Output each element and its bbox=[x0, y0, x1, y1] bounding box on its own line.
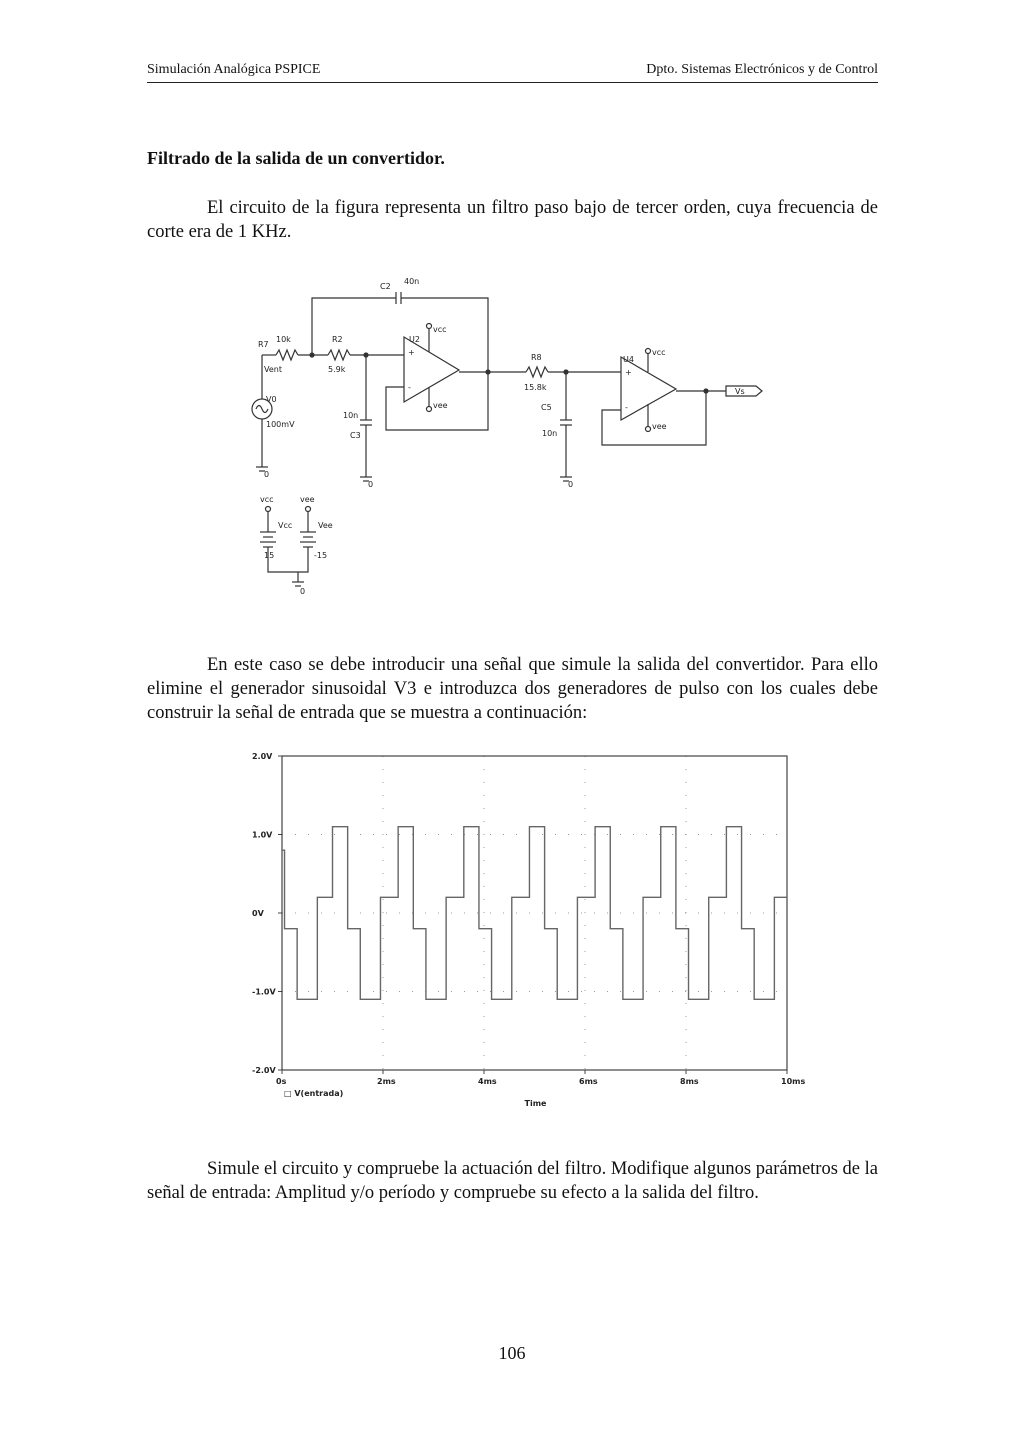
svg-text:10n: 10n bbox=[343, 411, 359, 420]
x-tick-label: 10ms bbox=[781, 1077, 806, 1086]
svg-text:100mV: 100mV bbox=[266, 420, 295, 429]
wire bbox=[312, 298, 396, 355]
svg-text:vee: vee bbox=[300, 495, 315, 504]
resistor-r2 bbox=[328, 350, 350, 360]
svg-text:vcc: vcc bbox=[652, 348, 666, 357]
svg-text:U2: U2 bbox=[409, 335, 420, 344]
x-tick-label: 4ms bbox=[478, 1077, 497, 1086]
c2-value: 40n bbox=[404, 277, 420, 286]
x-tick-label: 8ms bbox=[680, 1077, 699, 1086]
svg-text:-: - bbox=[408, 383, 411, 392]
svg-text:R7: R7 bbox=[258, 340, 269, 349]
resistor-r7 bbox=[276, 350, 298, 360]
header-left: Simulación Analógica PSPICE bbox=[147, 62, 321, 77]
paragraph-1 bbox=[147, 196, 878, 244]
svg-text:-15: -15 bbox=[314, 551, 328, 560]
c2-label: C2 bbox=[380, 282, 391, 291]
svg-text:R2: R2 bbox=[332, 335, 343, 344]
x-tick-label: 0s bbox=[276, 1077, 287, 1086]
svg-text:Vent: Vent bbox=[264, 365, 282, 374]
svg-text:+: + bbox=[625, 368, 632, 377]
circuit-schematic bbox=[246, 262, 780, 602]
svg-text:Vcc: Vcc bbox=[278, 521, 293, 530]
paragraph-3 bbox=[147, 1157, 878, 1205]
legend-entry: □ V(entrada) bbox=[284, 1089, 344, 1098]
section-title: Filtrado de la salida de un convertidor. bbox=[147, 148, 445, 168]
svg-text:vee: vee bbox=[652, 422, 667, 431]
svg-text:10n: 10n bbox=[542, 429, 558, 438]
waveform-svg bbox=[240, 740, 806, 1110]
x-axis-label: Time bbox=[524, 1099, 547, 1108]
svg-text:0: 0 bbox=[568, 480, 574, 489]
svg-text:+: + bbox=[408, 348, 415, 357]
svg-text:-: - bbox=[625, 403, 628, 412]
y-tick-label: -1.0V bbox=[252, 987, 276, 997]
svg-text:vee: vee bbox=[433, 401, 448, 410]
x-tick-label: 2ms bbox=[377, 1077, 396, 1086]
opamp-u2 bbox=[404, 337, 459, 402]
waveform-chart bbox=[240, 740, 806, 1110]
x-tick-label: 6ms bbox=[579, 1077, 598, 1086]
svg-text:0: 0 bbox=[264, 470, 270, 479]
paragraph-2-text: En este caso se debe introducir una señal que simule la salida del convertidor. Para ello elimine el generador sinusoidal V3 e introduzca dos generadores de pulso con los cuales debe construir la señal de entrada que se muestra a continuación: bbox=[147, 655, 878, 723]
header-right: Dpto. Sistemas Electrónicos y de Control bbox=[646, 62, 878, 77]
svg-text:15.8k: 15.8k bbox=[524, 383, 547, 392]
svg-text:Vs: Vs bbox=[735, 387, 745, 396]
svg-text:R8: R8 bbox=[531, 353, 542, 362]
paragraph-2 bbox=[147, 653, 878, 725]
svg-text:0: 0 bbox=[300, 587, 306, 596]
svg-text:Vee: Vee bbox=[318, 521, 333, 530]
svg-text:vcc: vcc bbox=[433, 325, 447, 334]
svg-text:15: 15 bbox=[264, 551, 275, 560]
y-tick-label: 0V bbox=[252, 909, 264, 918]
svg-text:0: 0 bbox=[368, 480, 374, 489]
y-tick-label: 1.0V bbox=[252, 830, 273, 840]
svg-text:V0: V0 bbox=[266, 395, 277, 404]
svg-text:5.9k: 5.9k bbox=[328, 365, 346, 374]
svg-text:10k: 10k bbox=[276, 335, 291, 344]
svg-text:U4: U4 bbox=[623, 355, 634, 364]
resistor-r8 bbox=[526, 367, 548, 377]
paragraph-1-text: El circuito de la figura representa un filtro paso bajo de tercer orden, cuya frecuencia de corte era de 1 KHz. bbox=[147, 198, 878, 242]
paragraph-3-text: Simule el circuito y compruebe la actuación del filtro. Modifique algunos parámetros de la señal de entrada: Amplitud y/o período y compruebe su efecto a la salida del filtro. bbox=[147, 1159, 878, 1203]
page-number: 106 bbox=[498, 1343, 526, 1363]
y-tick-label: 2.0V bbox=[252, 752, 273, 761]
page-header bbox=[147, 62, 878, 83]
svg-text:C5: C5 bbox=[541, 403, 552, 412]
y-tick-label: -2.0V bbox=[252, 1066, 276, 1075]
svg-text:C3: C3 bbox=[350, 431, 361, 440]
svg-text:vcc: vcc bbox=[260, 495, 274, 504]
